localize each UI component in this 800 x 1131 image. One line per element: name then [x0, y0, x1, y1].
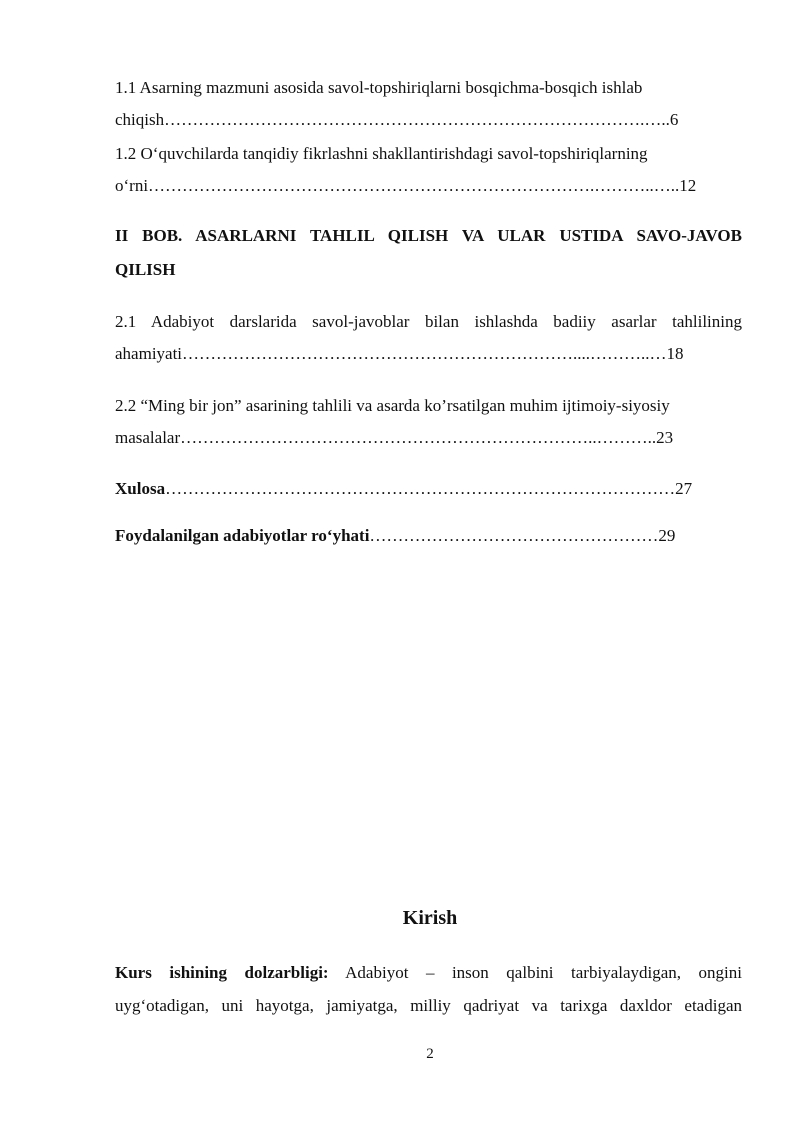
intro-line1-rest: Adabiyot – inson qalbini tarbiyalaydigan, ongini	[328, 963, 742, 982]
toc-conclusion	[115, 479, 692, 499]
intro-title: Kirish	[402, 907, 458, 929]
toc-references-label: Foydalanilgan adabiyotlar ro‘yhati	[115, 526, 370, 545]
intro-paragraph-line2: uyg‘otadigan, uni hayotga, jamiyatga, milliy qadriyat va tarixga daxldor etadigan	[115, 996, 742, 1015]
toc-references	[115, 526, 675, 546]
toc-item-2-2-line1: 2.2 “Ming bir jon” asarining tahlili va asarda ko’rsatilgan muhim ijtimoiy-siyosiy	[115, 396, 670, 415]
toc-conclusion-label: Xulosa	[115, 479, 166, 498]
toc-item-1-2-line1: 1.2 O‘quvchilarda tanqidiy fikrlashni shakllantirishdagi savol-topshiriqlarning	[115, 144, 648, 163]
toc-item-1-1-line1: 1.1 Asarning mazmuni asosida savol-topshiriqlarni bosqichma-bosqich ishlab	[115, 78, 643, 97]
toc-item-2-1-line2: ahamiyati……………………………………………………………....………..…18	[115, 344, 684, 363]
page-number: 2	[426, 1046, 434, 1062]
toc-item-2-2-line2: masalalar………………………………………………………………..………..23	[115, 428, 674, 447]
toc-item-1-2-line2: o‘rni…………………………………………………………………….………..…..12	[115, 176, 697, 195]
intro-lead-label: Kurs ishining dolzarbligi:	[115, 963, 329, 982]
toc-conclusion-dots: ………………………………………………………………………………27	[165, 479, 693, 498]
toc-references-dots: ……………………………………………29	[369, 526, 676, 545]
toc-item-1-1-line2: chiqish………………………………………………………………………….…..6	[115, 110, 679, 129]
toc-item-2-1-line1: 2.1 Adabiyot darslarida savol-javoblar bilan ishlashda badiiy asarlar tahlilining	[115, 312, 742, 331]
toc-chapter-2-line2: QILISH	[115, 260, 176, 279]
intro-paragraph-line1	[115, 963, 742, 983]
toc-chapter-2-line1: II BOB. ASARLARNI TAHLIL QILISH VA ULAR USTIDA SAVO-JAVOB	[115, 226, 742, 245]
